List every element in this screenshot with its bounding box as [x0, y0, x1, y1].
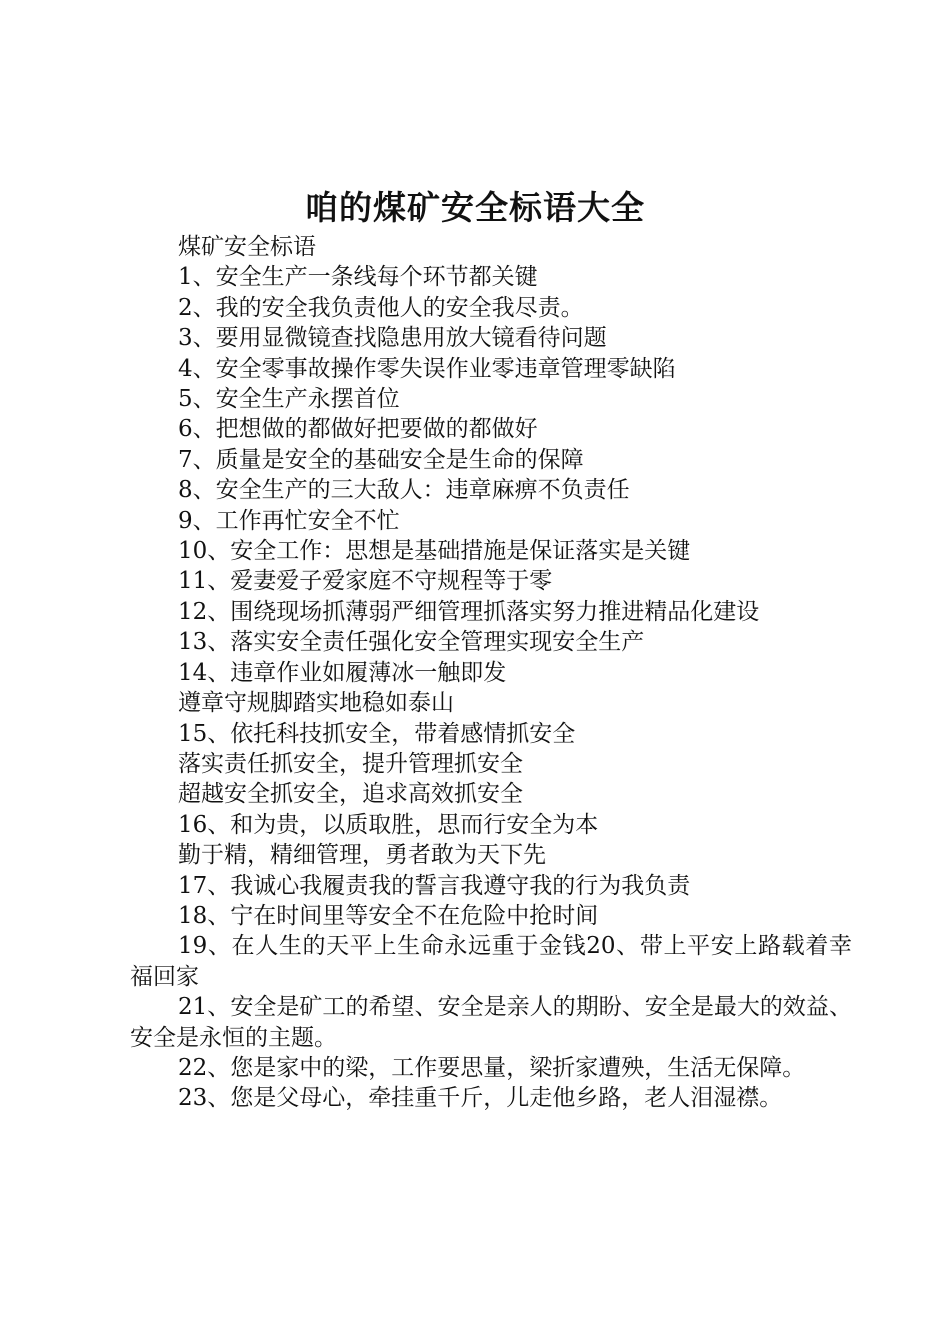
- slogan-line: 4、安全零事故操作零失误作业零违章管理零缺陷: [178, 355, 676, 382]
- slogan-line: 落实责任抓安全，提升管理抓安全: [178, 750, 523, 777]
- slogan-line: 13、落实安全责任强化安全管理实现安全生产: [178, 629, 645, 656]
- slogan-line: 16、和为贵，以质取胜，思而行安全为本: [178, 811, 599, 838]
- slogan-line: 遵章守规脚踏实地稳如泰山: [178, 690, 454, 717]
- slogan-line: 超越安全抓安全，追求高效抓安全: [178, 781, 523, 808]
- slogan-paragraph: 21、安全是矿工的希望、安全是亲人的期盼、安全是最大的效益、安全是永恒的主题。: [130, 994, 852, 1051]
- slogan-line: 14、违章作业如履薄冰一触即发: [178, 659, 507, 686]
- document-title: 咱的煤矿安全标语大全: [305, 188, 645, 227]
- slogan-line: 3、要用显微镜查找隐患用放大镜看待问题: [178, 325, 607, 352]
- slogan-line: 1、安全生产一条线每个环节都关键: [178, 264, 538, 291]
- section-heading: 煤矿安全标语: [178, 234, 316, 260]
- slogan-line: 6、把想做的都做好把要做的都做好: [178, 416, 538, 443]
- slogan-paragraph: 19、在人生的天平上生命永远重于金钱20、带上平安上路载着幸福回家: [130, 933, 852, 990]
- slogan-line: 18、宁在时间里等安全不在危险中抢时间: [178, 902, 599, 929]
- slogan-paragraph: 23、您是父母心，牵挂重千斤，儿走他乡路，老人泪湿襟。: [178, 1085, 783, 1112]
- slogan-line: 12、围绕现场抓薄弱严细管理抓落实努力推进精品化建设: [178, 598, 760, 625]
- slogan-line: 勤于精，精细管理，勇者敢为天下先: [178, 842, 546, 869]
- slogan-line: 17、我诚心我履责我的誓言我遵守我的行为我负责: [178, 872, 691, 899]
- slogan-paragraph: 22、您是家中的梁，工作要思量，梁折家遭殃，生活无保障。: [178, 1054, 806, 1081]
- slogan-line: 10、安全工作：思想是基础措施是保证落实是关键: [178, 538, 691, 565]
- slogan-line: 7、质量是安全的基础安全是生命的保障: [178, 446, 584, 473]
- slogan-line: 9、工作再忙安全不忙: [178, 507, 400, 534]
- slogan-line: 15、依托科技抓安全，带着感情抓安全: [178, 720, 576, 747]
- slogan-line: 2、我的安全我负责他人的安全我尽责。: [178, 294, 584, 321]
- slogan-line: 8、安全生产的三大敌人：违章麻痹不负责任: [178, 477, 630, 504]
- document-body: [130, 232, 852, 1114]
- slogan-line: 5、安全生产永摆首位: [178, 386, 400, 413]
- slogan-line: 11、爱妻爱子爱家庭不守规程等于零: [178, 568, 553, 595]
